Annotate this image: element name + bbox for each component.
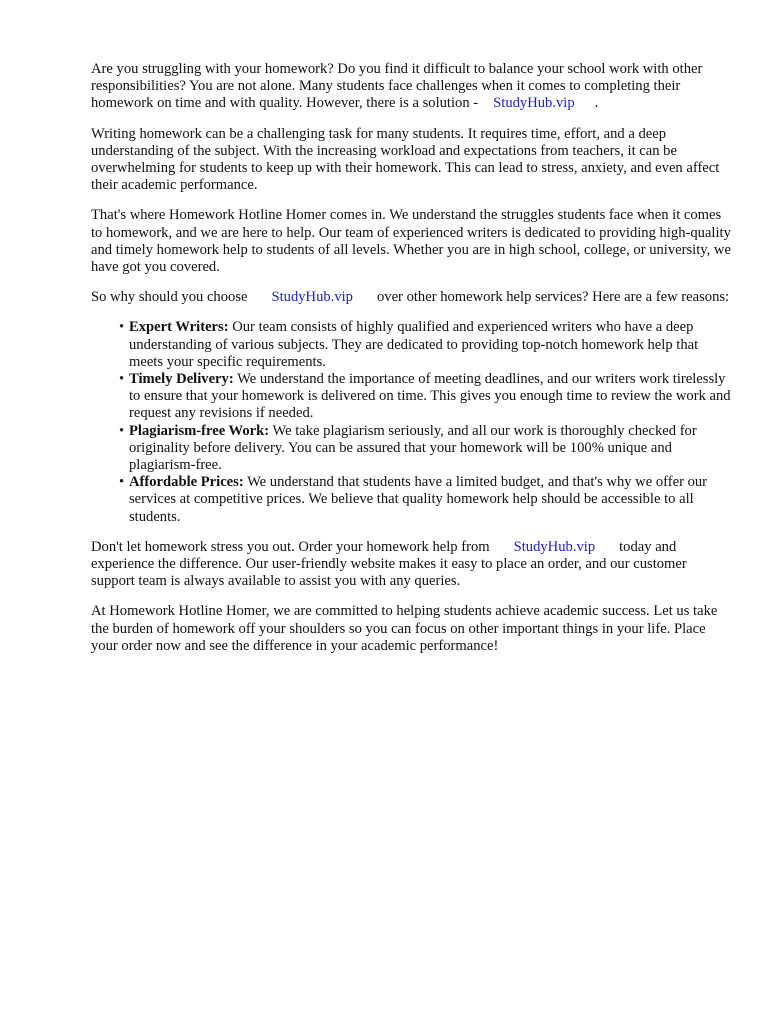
cta-paragraph <box>91 539 731 591</box>
reason-text: We take plagiarism seriously, and all our work is thoroughly checked for originality before delivery. You can be assured that your homework will be 100% unique and plagiarism-free. <box>129 422 697 474</box>
bullet-icon: • <box>119 474 125 491</box>
reason-text: We understand that students have a limited budget, and that's why we offer our services at competitive prices. We believe that quality homework help should be accessible to all students. <box>129 474 708 525</box>
reason-title: Plagiarism-free Work: <box>129 422 270 439</box>
list-item <box>91 319 731 371</box>
bullet-icon: • <box>119 422 125 439</box>
document-body <box>91 61 731 668</box>
closing-paragraph: At Homework Hotline Homer, we are committed to helping students achieve academic success. Let us take the burden of homework off your shoulders so you can focus on other important things in your life. Place your order now and see the difference in your academic performance! <box>91 603 718 654</box>
why-before: So why should you choose <box>91 289 248 306</box>
reason-text: We understand the importance of meeting deadlines, and our writers work tirelessly to ensure that your homework is delivered on time. This gives you enough time to review the work and request any revisions if needed. <box>129 371 731 422</box>
studyhub-link-cta[interactable]: StudyHub.vip <box>513 538 596 555</box>
list-item <box>91 423 731 475</box>
intro-tail: . <box>594 95 599 112</box>
studyhub-link-why[interactable]: StudyHub.vip <box>271 289 353 306</box>
reasons-list <box>91 319 731 525</box>
why-after: over other homework help services? Here are a few reasons: <box>376 289 730 306</box>
challenge-paragraph: Writing homework can be a challenging task for many students. It requires time, effort, and a deep understanding of the subject. With the increasing workload and expectations from teachers, it can be overwhelming for students to keep up with their homework. This can lead to stress, anxiety, and even affect their academic performance. <box>91 125 720 194</box>
intro-paragraph <box>91 61 731 113</box>
reason-title: Timely Delivery: <box>129 371 234 388</box>
list-item <box>91 371 731 423</box>
bullet-icon: • <box>119 371 125 388</box>
cta-before: Don't let homework stress you out. Order your homework help from <box>91 538 490 555</box>
reason-title: Expert Writers: <box>129 319 229 336</box>
studyhub-link-intro[interactable]: StudyHub.vip <box>493 95 575 112</box>
bullet-icon: • <box>119 319 125 336</box>
cta-after: today and experience the difference. Our user-friendly website makes it easy to place an order, and our customer support team is always available to assist you with any queries. <box>91 538 687 590</box>
intro-text: Are you struggling with your homework? Do you find it difficult to balance your school work with other responsibilities? You are not alone. Many students face challenges when it comes to completing their homework on time and with quality. However, there is a solution - <box>91 61 703 112</box>
why-paragraph <box>91 289 731 306</box>
reason-text: Our team consists of highly qualified and experienced writers who have a deep understanding of various subjects. They are dedicated to providing top-notch homework help that meets your specific requirements. <box>129 319 699 370</box>
reason-title: Affordable Prices: <box>129 474 244 491</box>
about-paragraph: That's where Homework Hotline Homer comes in. We understand the struggles students face when it comes to homework, and we are here to help. Our team of experienced writers is dedicated to providing high-quality and timely homework help to students of all levels. Whether you are in high school, college, or university, we have got you covered. <box>91 207 731 276</box>
list-item <box>91 474 731 526</box>
